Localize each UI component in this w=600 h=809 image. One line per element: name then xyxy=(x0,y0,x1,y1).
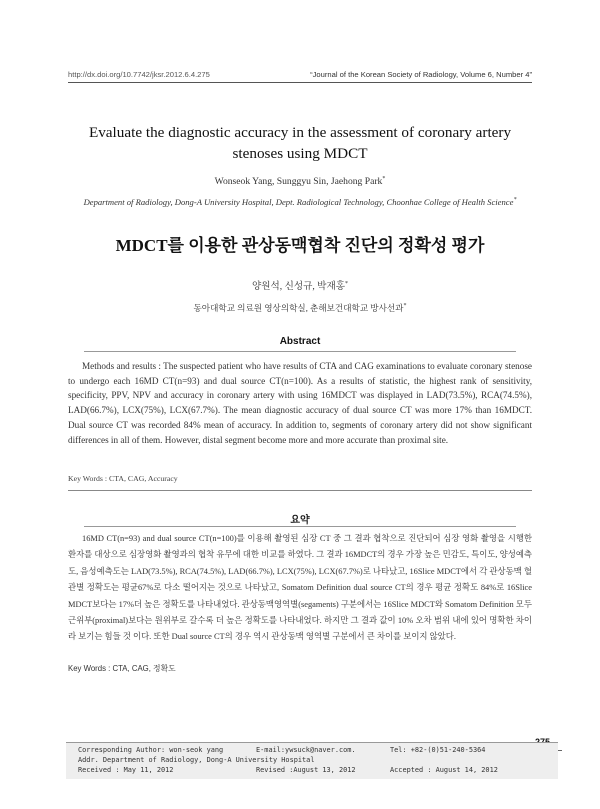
affiliation-ko xyxy=(60,302,540,314)
summary-ko-divider xyxy=(84,526,516,527)
authors-en-names: Wonseok Yang, Sunggyu Sin, Jaehong Park xyxy=(214,176,383,188)
title-line-1: Evaluate the diagnostic accuracy in the assessment of coronary artery xyxy=(88,124,512,141)
abstract-heading: Abstract xyxy=(279,336,321,347)
authors-en xyxy=(60,176,540,187)
journal-citation: “Journal of the Korean Society of Radiology, Volume 6, Number 4” xyxy=(310,70,532,79)
received-date: Received : May 11, 2012 xyxy=(78,766,174,774)
author-telephone: Tel: +82-(0)51-240-5364 xyxy=(390,746,486,754)
doi-link[interactable]: http://dx.doi.org/10.7742/jksr.2012.6.4.275 xyxy=(68,70,210,79)
keywords-divider xyxy=(68,490,532,491)
author-email[interactable]: E-mail:ywsuck@naver.com. xyxy=(256,746,356,754)
keywords-en: Key Words : CTA, CAG, Accuracy xyxy=(68,474,178,483)
authors-ko-footnote-mark: * xyxy=(345,280,348,287)
affiliation-en xyxy=(40,197,560,207)
corresponding-author: Corresponding Author: won-seok yang xyxy=(78,746,224,754)
revised-date: Revised :August 13, 2012 xyxy=(256,766,356,774)
affiliation-ko-footnote-mark: * xyxy=(403,303,407,310)
summary-ko-heading: 요약 xyxy=(290,515,310,526)
authors-en-footnote-mark: * xyxy=(382,176,386,182)
paper-title-en xyxy=(60,122,540,164)
authors-ko xyxy=(60,278,540,292)
accepted-date: Accepted : August 14, 2012 xyxy=(390,766,498,774)
footer-line-dates xyxy=(78,766,550,776)
abstract-divider xyxy=(84,351,516,352)
title-line-2: stenoses using MDCT xyxy=(232,145,368,162)
author-address: Addr. Department of Radiology, Dong-A University Hospital xyxy=(78,756,315,764)
footer-line-address xyxy=(78,756,550,766)
affiliation-en-text: Department of Radiology, Dong-A University Hospital, Dept. Radiological Technology, Choonhae College of Health Science xyxy=(83,197,514,207)
affiliation-ko-text: 동아대학교 의료원 영상의학실, 춘해보건대학교 방사선과 xyxy=(193,303,404,313)
summary-ko-body: 16MD CT(n=93) and dual source CT(n=100)를 이용해 촬영된 심장 CT 중 그 결과 협착으로 진단되어 심장 영화 촬영을 시행한 환자를 대상으로 심장영화 촬영과의 협착 유무에 대한 비교를 하였다. 그 결과 16MDCT의 경우 가장 높은 민감도, 특이도, 양성예측도, 음성예측도는 LAD(73.5%), RCA(74.5%), LAD(66.7%), LCX(75%), LCX(67.7%)로 나타났고, 16Slice MDCT에서 각 관상동맥 혈관별 정확도는 평균67%로 다소 떨어지는 것으로 나타났고, Somatom Definition dual source CT의 경우 평균 정확도 84%로 16Slice MDCT보다는 17%더 높은 정확도를 나타내었다. 관상동맥영역별(segaments) 구분에서는 16Slice MDCT와 Somatom Definition 모두 근위부(proximal)보다는 원위부로 갈수록 더 높은 정확도를 나타내었다. 하지만 그 결과 값이 10% 오차 범위 내에 있어 명확한 차이라 보기는 힘들 것 이다. 또한 Dual source CT의 경우 역시 관상동맥 영역별 구분에서 큰 차이를 보이지 않았다. xyxy=(68,534,532,642)
authors-ko-names: 양원석, 신성규, 박재홍 xyxy=(251,281,345,292)
footer-line-contact xyxy=(78,746,550,756)
paper-title-ko: MDCT를 이용한 관상동맥협착 진단의 정확성 평가 xyxy=(115,236,485,255)
abstract-body: Methods and results : The suspected patient who have results of CTA and CAG examinations to evaluate coronary stenose to undergo each 16MD CT(n=93) and dual source CT(n=100). As a results of statistic, the highest rank of sensitivity, specificity, PPV, NPV and accuracy in coronary artery with using 16MDCT was displayed in LAD(73.5%), RCA(74.5%), LAD(66.7%), LCX(75%), LCX(67.7%). The mean diagnostic accuracy of dual source CT was more 17% than 16MDCT. Dual source CT was recorded 84% mean of accuracy. In addition to, segments of coronary artery did not show significant differences in all of them. However, distal segment become more and more accurate than proximal site. xyxy=(68,361,532,445)
affiliation-en-footnote-mark: * xyxy=(513,197,517,204)
correspondence-footer xyxy=(66,742,558,779)
header-divider xyxy=(68,82,532,83)
keywords-ko: Key Words : CTA, CAG, 정확도 xyxy=(68,664,176,673)
